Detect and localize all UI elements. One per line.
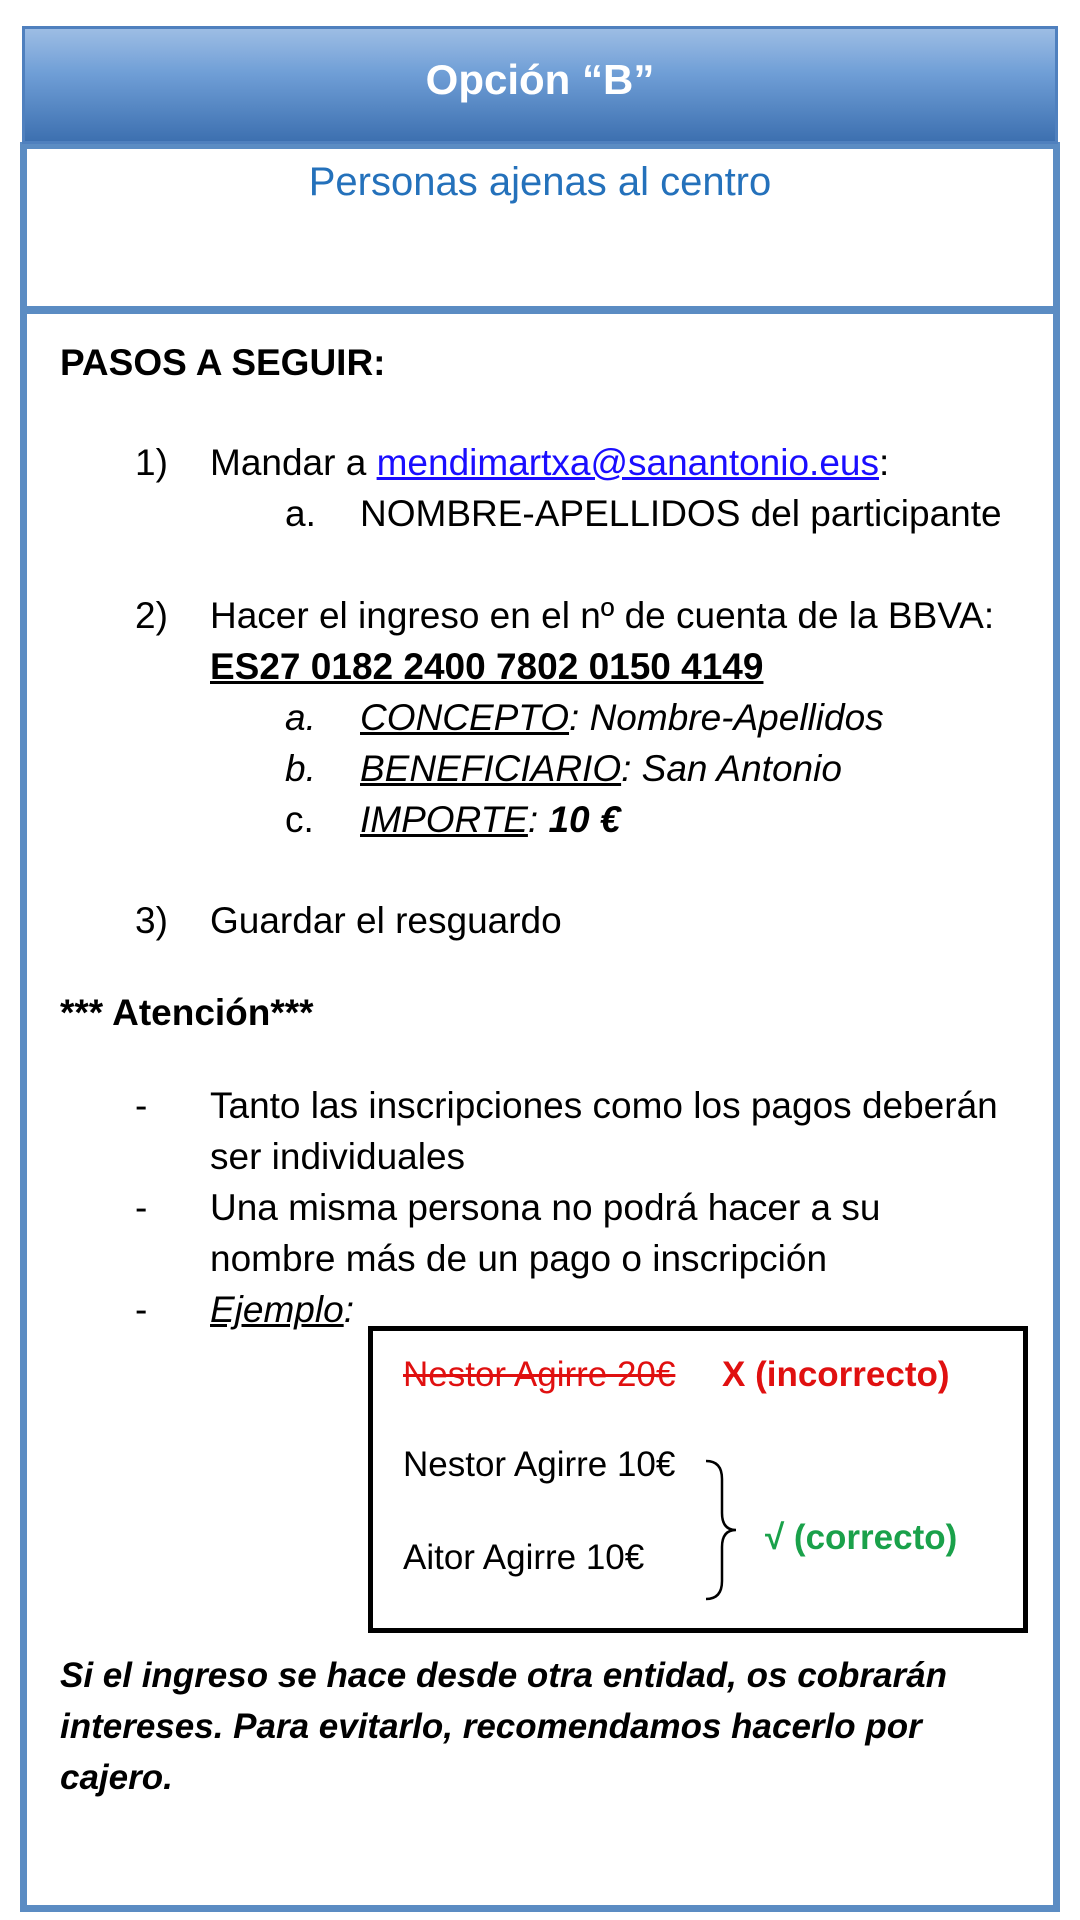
sub-letter: b. xyxy=(285,748,316,789)
step-number: 2) xyxy=(135,595,168,636)
section-divider xyxy=(20,306,1060,314)
wrong-mark: X (incorrecto) xyxy=(722,1355,950,1394)
right-entry-1: Nestor Agirre 10€ xyxy=(403,1445,676,1484)
bullet-dash: - xyxy=(135,1289,148,1330)
header-banner xyxy=(22,26,1058,144)
step1-label: Mandar a xyxy=(210,442,377,483)
step-number: 3) xyxy=(135,900,168,941)
bullet2-line1: Una misma persona no podrá hacer a su xyxy=(210,1187,881,1228)
ejemplo-label: Ejemplo xyxy=(210,1289,344,1330)
step2-sub-a xyxy=(360,697,884,739)
concepto-label: CONCEPTO xyxy=(360,697,570,738)
step2-sub-c xyxy=(360,799,620,841)
header-title: Opción “B” xyxy=(425,56,655,103)
subtitle: Personas ajenas al centro xyxy=(308,160,772,204)
account-number: ES27 0182 2400 7802 0150 4149 xyxy=(210,646,764,687)
bullet3 xyxy=(210,1289,354,1331)
importe-sep: : xyxy=(527,799,549,840)
final-note: Si el ingreso se hace desde otra entidad, os cobrarán intereses. Para evitarlo, recomendamos hacerlo por cajero. xyxy=(60,1656,947,1797)
email-link[interactable]: mendimartxa@sanantonio.eus xyxy=(376,442,879,483)
step-number: 1) xyxy=(135,442,168,483)
importe-label: IMPORTE xyxy=(360,799,528,840)
attention-heading: *** Atención*** xyxy=(60,992,314,1033)
step2-sub-b xyxy=(360,748,842,790)
step3-text: Guardar el resguardo xyxy=(210,900,562,941)
step1-colon: : xyxy=(878,442,890,483)
bullet2-line2: nombre más de un pago o inscripción xyxy=(210,1238,828,1279)
right-entry-2: Aitor Agirre 10€ xyxy=(403,1538,645,1577)
sub-letter: a. xyxy=(285,493,316,534)
beneficiario-label: BENEFICIARIO xyxy=(360,748,622,789)
step2-text: Hacer el ingreso en el nº de cuenta de la BBVA: xyxy=(210,595,995,636)
concepto-value: : Nombre-Apellidos xyxy=(569,697,884,738)
steps-heading: PASOS A SEGUIR: xyxy=(60,342,386,383)
bullet1-line1: Tanto las inscripciones como los pagos deberán xyxy=(210,1085,998,1126)
ejemplo-colon: : xyxy=(343,1289,354,1330)
step1-text xyxy=(210,442,889,484)
sub-letter: c. xyxy=(285,799,314,840)
bullet-dash: - xyxy=(135,1085,148,1126)
step1-sub-a: NOMBRE-APELLIDOS del participante xyxy=(360,493,1002,534)
curly-brace-icon xyxy=(700,1455,740,1605)
importe-value: 10 € xyxy=(548,799,621,840)
bullet1-line2: ser individuales xyxy=(210,1136,466,1177)
beneficiario-value: : San Antonio xyxy=(621,748,842,789)
sub-letter: a. xyxy=(285,697,316,738)
wrong-entry: Nestor Agirre 20€ xyxy=(403,1355,676,1394)
bullet-dash: - xyxy=(135,1187,148,1228)
right-mark: √ (correcto) xyxy=(765,1518,958,1557)
